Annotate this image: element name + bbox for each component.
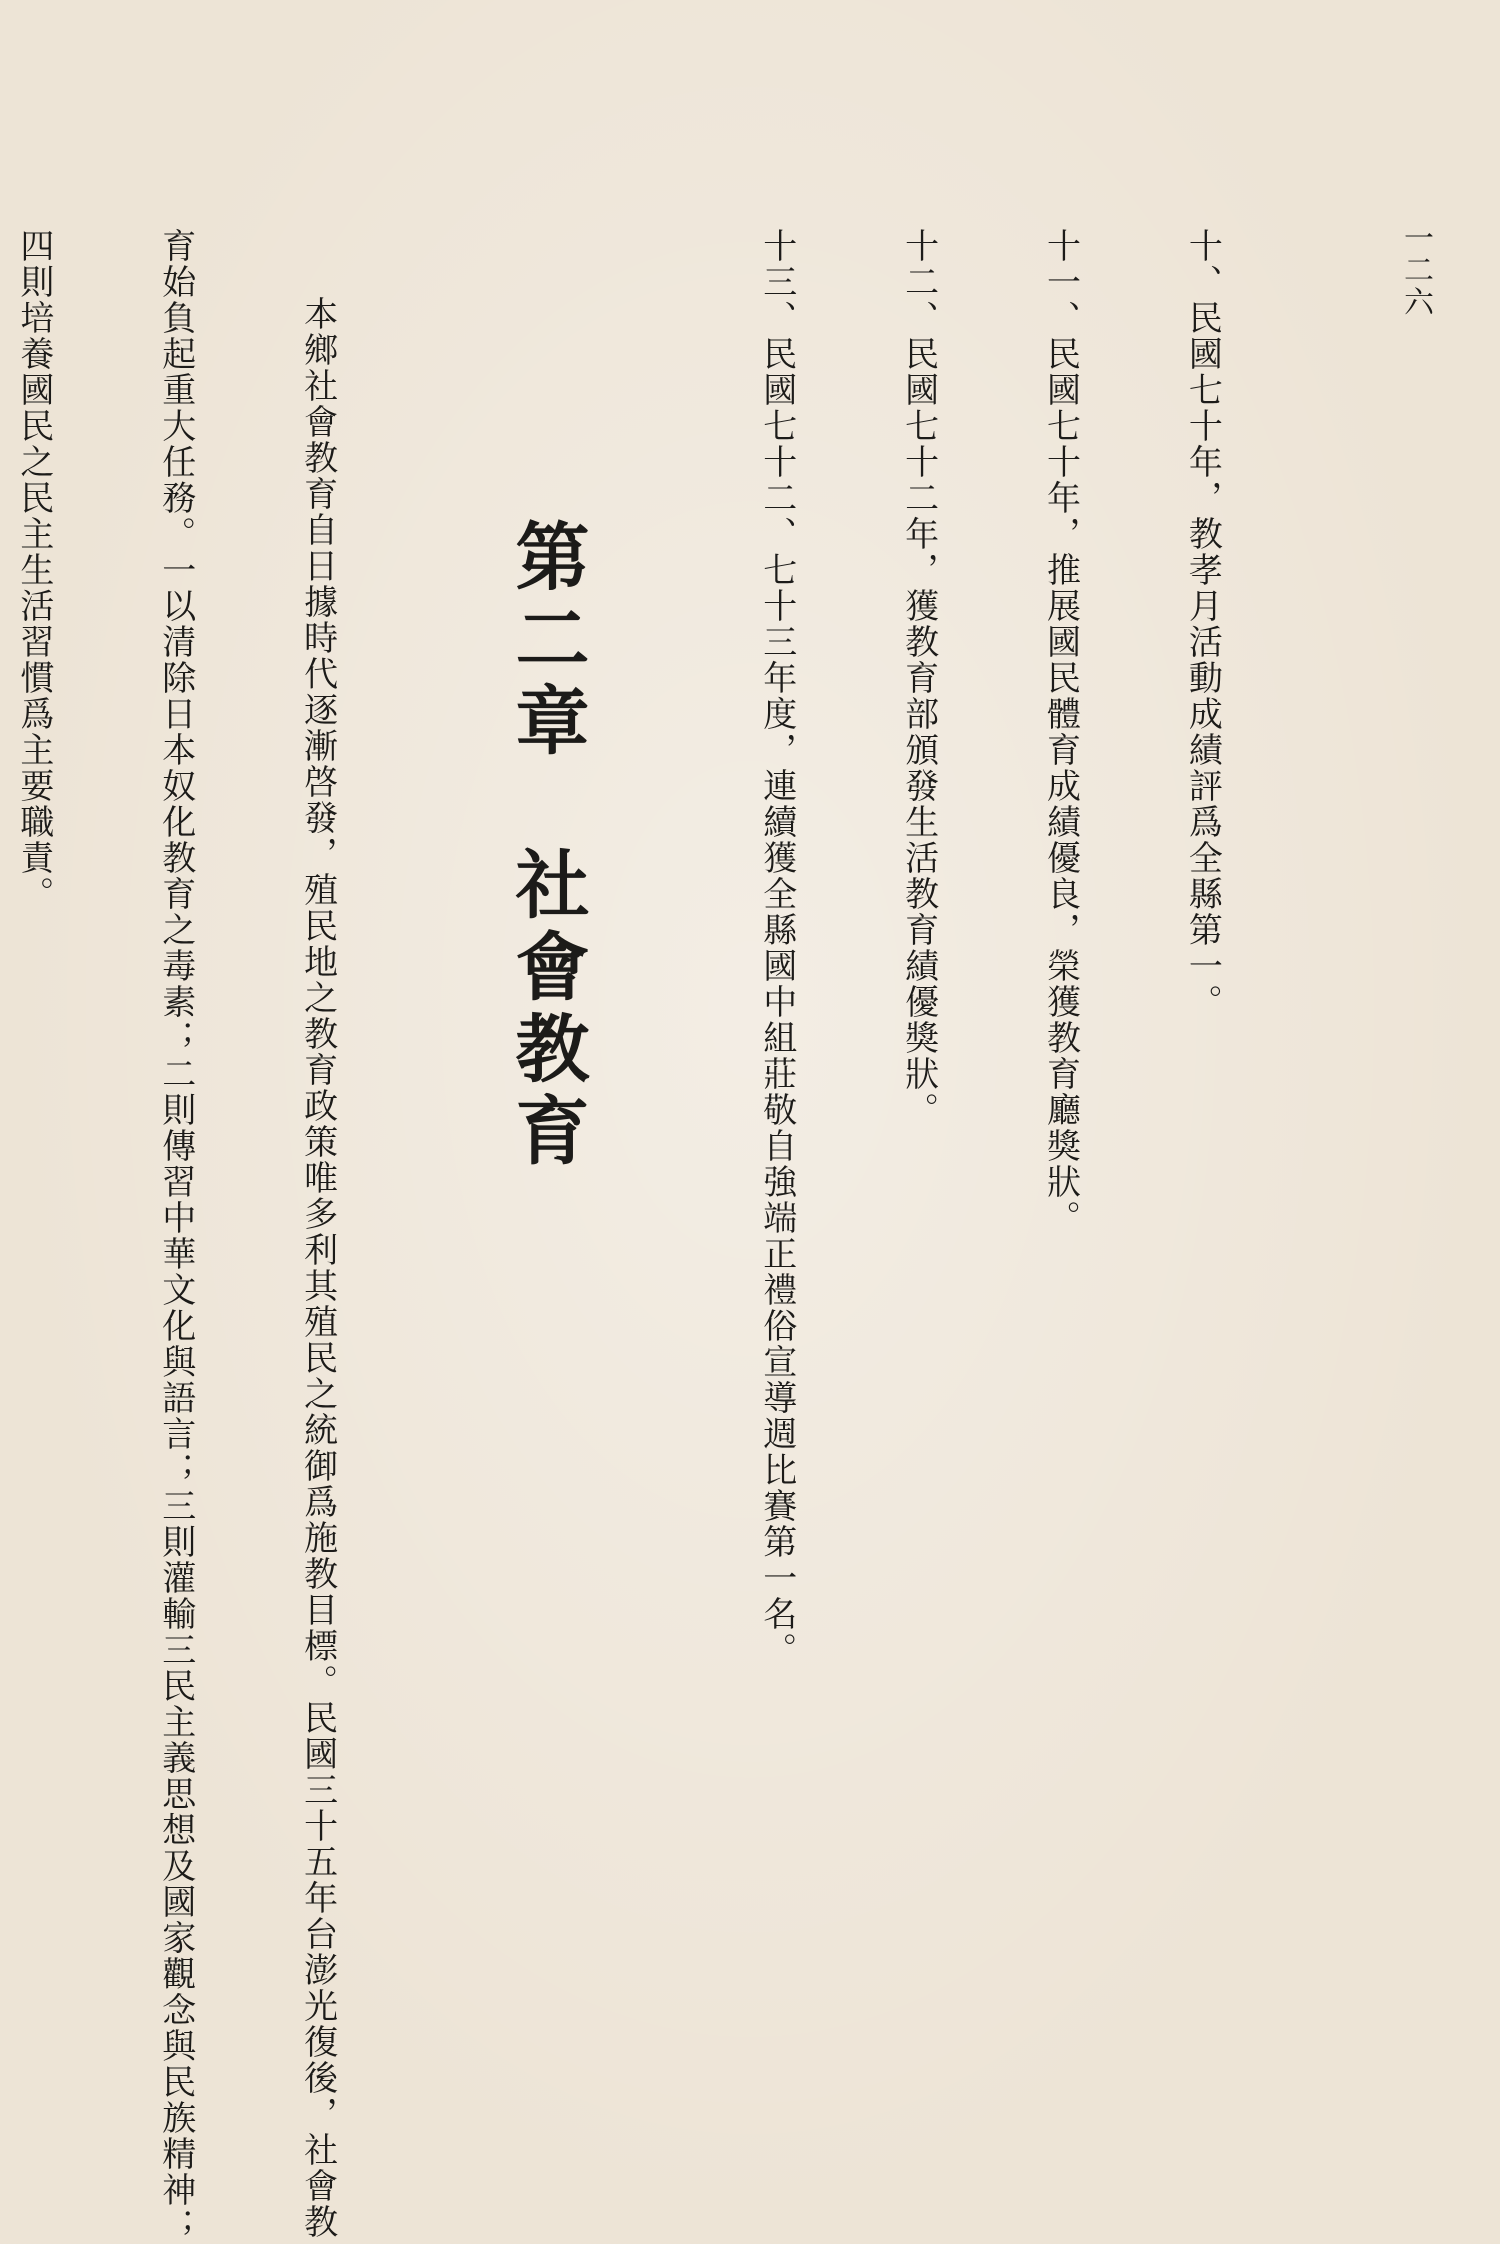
list-item: 十三、民國七十二、七十三年度，連續獲全縣國中組莊敬自強端正禮俗宣導週比賽第一名。 xyxy=(756,228,797,1668)
paragraph-line: 四則培養國民之民主生活習慣爲主要職責。 xyxy=(13,228,54,912)
list-item: 十、民國七十年，教孝月活動成績評爲全縣第一。 xyxy=(1182,228,1223,1020)
chapter-title: 第二章 社會教育 xyxy=(503,518,590,1174)
list-item: 十二、民國七十二年，獲教育部頒發生活教育績優獎狀。 xyxy=(898,228,939,1128)
vertical-text-body xyxy=(13,228,1320,2244)
paragraph-line: 本鄉社會教育自日據時代逐漸啓發，殖民地之教育政策唯多利其殖民之統御爲施教目標。民國三十五年台澎光復後，社會教 xyxy=(297,296,338,2240)
paragraph-line: 育始負起重大任務。一以清除日本奴化教育之毒素；二則傳習中華文化與語言；三則灌輸三民主義思想及國家觀念與民族精神； xyxy=(155,228,196,2244)
list-item: 十一、民國七十年，推展國民體育成績優良，榮獲教育廳獎狀。 xyxy=(1040,228,1081,1236)
page-number: 一二六 xyxy=(1398,222,1433,318)
